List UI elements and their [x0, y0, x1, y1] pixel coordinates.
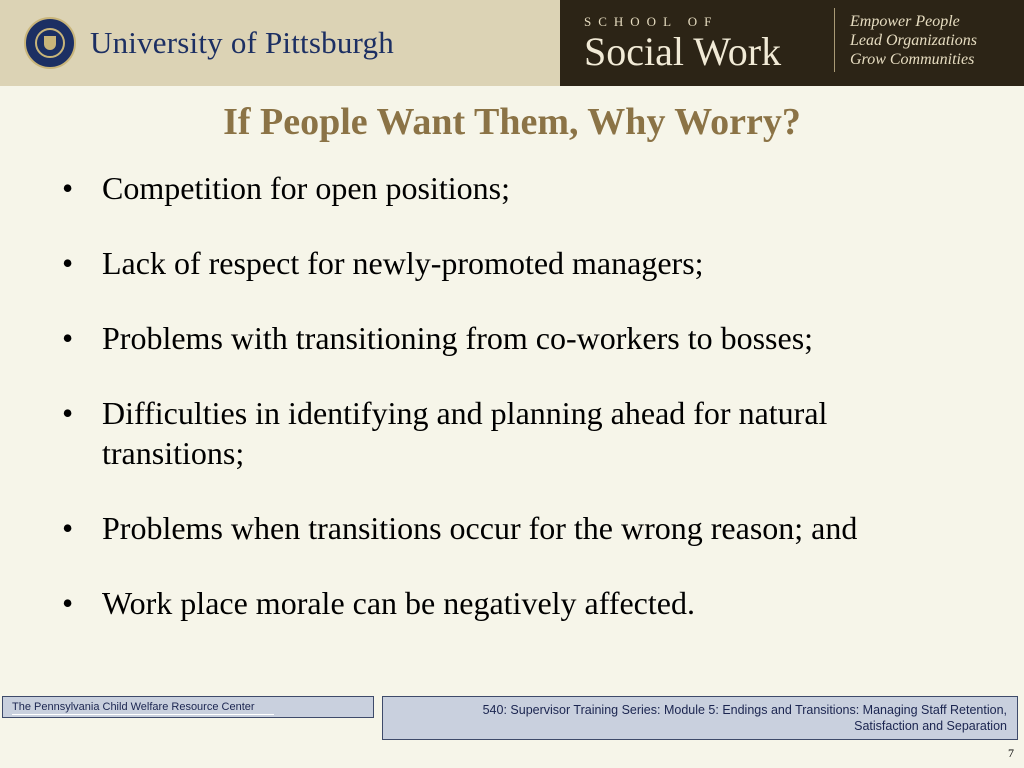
footer-course-line: 540: Supervisor Training Series: Module 5: Endings and Transitions: Managing Staff Retention,	[482, 703, 1007, 717]
bullet-item: • Lack of respect for newly-promoted managers;	[62, 243, 962, 283]
slide-title: If People Want Them, Why Worry?	[223, 101, 801, 143]
footer-organization-label: The Pennsylvania Child Welfare Resource Center	[12, 701, 255, 713]
university-seal-icon	[24, 17, 76, 69]
tagline: Lead Organizations	[850, 32, 977, 49]
tagline: Empower People	[850, 13, 960, 30]
pitt-logo-banner	[0, 0, 560, 86]
banner-divider	[834, 8, 835, 72]
bullet-item: • Difficulties in identifying and planning ahead for natural transitions;	[62, 393, 962, 473]
bullet-item: • Problems when transitions occur for the wrong reason; and	[62, 508, 962, 548]
footer-course-line: Satisfaction and Separation	[854, 719, 1007, 733]
slide-header	[0, 0, 1024, 86]
page-number: 7	[1008, 746, 1014, 760]
bullet-item: • Competition for open positions;	[62, 168, 962, 208]
tagline: Grow Communities	[850, 51, 975, 68]
school-of-social-work-banner	[560, 0, 1024, 86]
footer-organization	[2, 696, 374, 718]
school-of-label: SCHOOL OF	[584, 14, 719, 29]
bullet-item: • Problems with transitioning from co-workers to bosses;	[62, 318, 962, 358]
footer-underline	[12, 714, 274, 715]
school-name: Social Work	[584, 29, 782, 74]
tagline-list	[850, 12, 977, 69]
bullet-item: • Work place morale can be negatively affected.	[62, 583, 962, 623]
bullet-list	[62, 168, 962, 658]
footer-course-info	[382, 696, 1018, 740]
university-name: University of Pittsburgh	[90, 25, 394, 60]
